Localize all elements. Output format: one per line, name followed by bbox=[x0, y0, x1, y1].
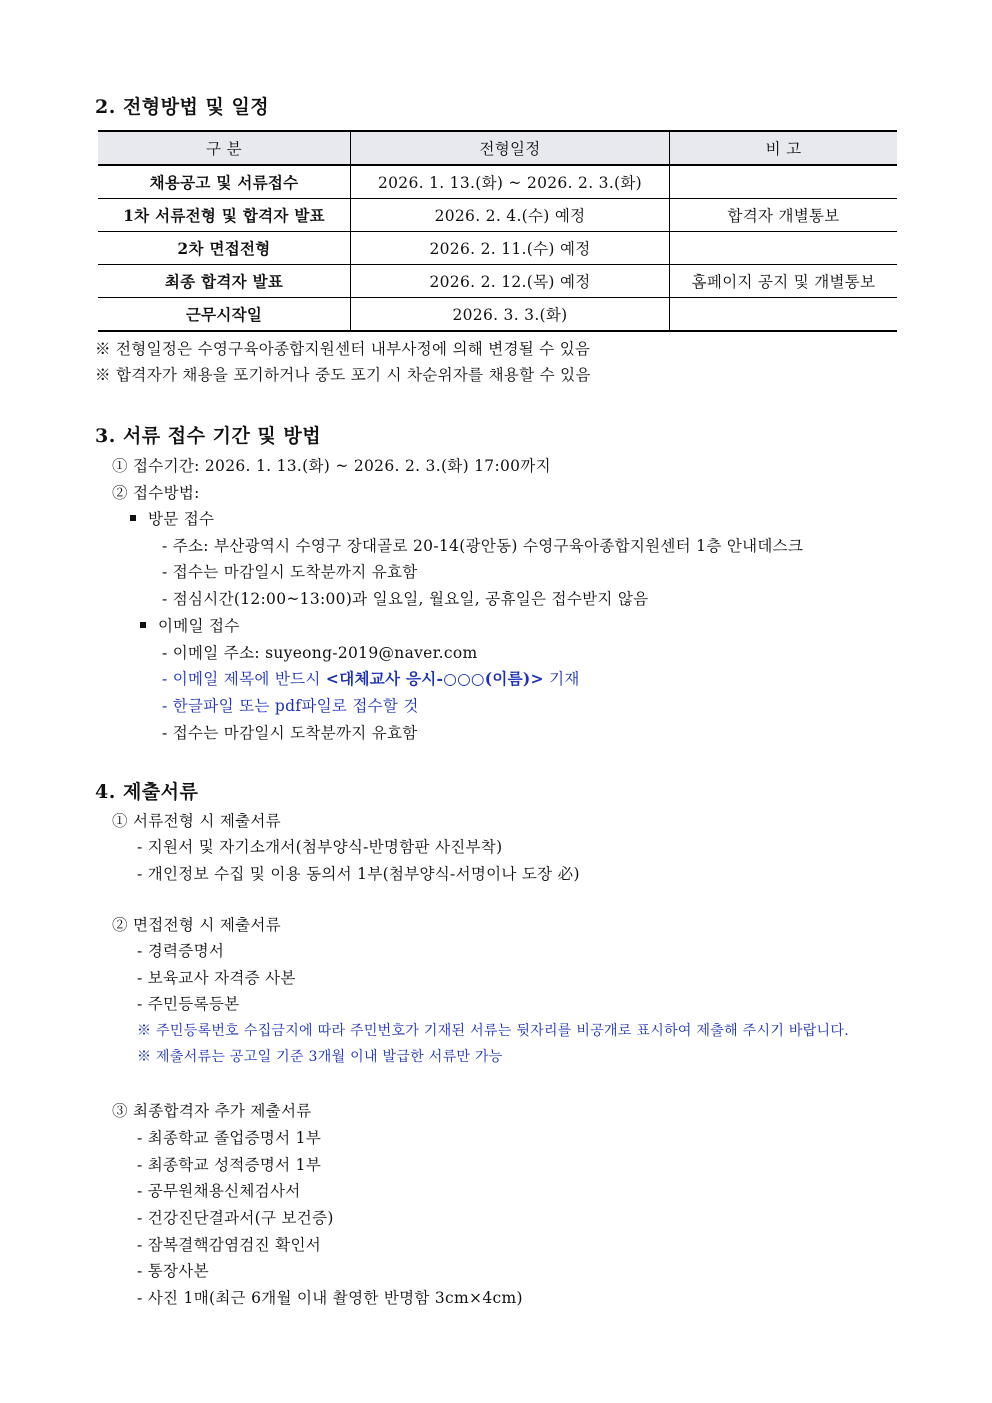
doc-group-label: ③ 최종합격자 추가 제출서류 bbox=[112, 1102, 312, 1120]
row-category: 근무시작일 bbox=[98, 298, 351, 332]
row-note: 홈페이지 공지 및 개별통보 bbox=[670, 265, 898, 298]
square-bullet-icon bbox=[140, 622, 146, 628]
visit-label: 방문 접수 bbox=[148, 510, 215, 528]
list-item: - 주소: 부산광역시 수영구 장대골로 20-14(광안동) 수영구육아종합지원센터 1층 안내데스크 bbox=[162, 537, 804, 555]
row-note bbox=[670, 232, 898, 265]
header-category: 구 분 bbox=[98, 131, 351, 165]
section2-title: 2. 전형방법 및 일정 bbox=[95, 96, 270, 118]
list-item: - 건강진단결과서(구 보건증) bbox=[137, 1209, 334, 1227]
list-item: - 점심시간(12:00~13:00)과 일요일, 월요일, 공휴일은 접수받지 않음 bbox=[162, 590, 649, 608]
list-item: - 통장사본 bbox=[137, 1262, 209, 1280]
row-schedule: 2026. 2. 12.(목) 예정 bbox=[351, 265, 670, 298]
schedule-note: ※ 전형일정은 수영구육아종합지원센터 내부사정에 의해 변경될 수 있음 bbox=[95, 340, 591, 358]
doc-group-label: ② 면접전형 시 제출서류 bbox=[112, 916, 281, 934]
list-item: - 보육교사 자격증 사본 bbox=[137, 969, 296, 987]
row-note: 합격자 개별통보 bbox=[670, 199, 898, 232]
row-category: 2차 면접전형 bbox=[98, 232, 351, 265]
row-schedule: 2026. 2. 4.(수) 예정 bbox=[351, 199, 670, 232]
schedule-note: ※ 합격자가 채용을 포기하거나 중도 포기 시 차순위자를 채용할 수 있음 bbox=[95, 366, 591, 384]
section4-title: 4. 제출서류 bbox=[95, 781, 199, 803]
file-format-rule: - 한글파일 또는 pdf파일로 접수할 것 bbox=[162, 697, 419, 715]
email-subject-format: <대체교사 응시-○○○(이름)> bbox=[325, 669, 544, 688]
table-row bbox=[98, 165, 897, 199]
row-category: 1차 서류전형 및 합격자 발표 bbox=[98, 199, 351, 232]
list-item: - 접수는 마감일시 도착분까지 유효함 bbox=[162, 563, 418, 581]
square-bullet-icon bbox=[130, 515, 136, 521]
table-row bbox=[98, 298, 897, 332]
section3-title: 3. 서류 접수 기간 및 방법 bbox=[95, 425, 322, 447]
submission-period: ① 접수기간: 2026. 1. 13.(화) ~ 2026. 2. 3.(화) 17:00까지 bbox=[112, 457, 551, 475]
email-subject-prefix: - 이메일 제목에 반드시 bbox=[162, 670, 326, 688]
header-schedule: 전형일정 bbox=[351, 131, 670, 165]
header-note: 비 고 bbox=[670, 131, 898, 165]
email-submission bbox=[140, 614, 240, 636]
list-item: - 잠복결핵감염검진 확인서 bbox=[137, 1236, 321, 1254]
email-label: 이메일 접수 bbox=[158, 617, 240, 635]
rrn-notice: ※ 주민등록번호 수집금지에 따라 주민번호가 기재된 서류는 뒷자리를 비공개로 표시하여 제출해 주시기 바랍니다. bbox=[137, 1023, 849, 1039]
list-item: - 경력증명서 bbox=[137, 942, 225, 960]
schedule-header-row bbox=[98, 131, 897, 165]
row-schedule: 2026. 1. 13.(화) ~ 2026. 2. 3.(화) bbox=[351, 165, 670, 199]
table-row bbox=[98, 232, 897, 265]
list-item: - 최종학교 졸업증명서 1부 bbox=[137, 1129, 322, 1147]
email-subject-suffix: 기재 bbox=[543, 670, 580, 688]
list-item: - 개인정보 수집 및 이용 동의서 1부(첨부양식-서명이나 도장 必) bbox=[137, 865, 580, 883]
schedule-table bbox=[98, 130, 897, 332]
issue-date-notice: ※ 제출서류는 공고일 기준 3개월 이내 발급한 서류만 가능 bbox=[137, 1049, 503, 1065]
row-category: 최종 합격자 발표 bbox=[98, 265, 351, 298]
email-subject-rule bbox=[162, 667, 580, 689]
list-item: - 최종학교 성적증명서 1부 bbox=[137, 1156, 322, 1174]
visit-submission bbox=[130, 507, 214, 529]
row-schedule: 2026. 3. 3.(화) bbox=[351, 298, 670, 332]
row-note bbox=[670, 298, 898, 332]
email-address: - 이메일 주소: suyeong-2019@naver.com bbox=[162, 644, 478, 662]
submission-method-label: ② 접수방법: bbox=[112, 484, 200, 502]
doc-group-label: ① 서류전형 시 제출서류 bbox=[112, 812, 281, 830]
row-category: 채용공고 및 서류접수 bbox=[98, 165, 351, 199]
table-row bbox=[98, 265, 897, 298]
list-item: - 사진 1매(최근 6개월 이내 촬영한 반명함 3cm×4cm) bbox=[137, 1289, 523, 1307]
row-note bbox=[670, 165, 898, 199]
table-row bbox=[98, 199, 897, 232]
list-item: - 주민등록등본 bbox=[137, 995, 240, 1013]
row-schedule: 2026. 2. 11.(수) 예정 bbox=[351, 232, 670, 265]
email-deadline-rule: - 접수는 마감일시 도착분까지 유효함 bbox=[162, 724, 418, 742]
list-item: - 공무원채용신체검사서 bbox=[137, 1182, 301, 1200]
list-item: - 지원서 및 자기소개서(첨부양식-반명함판 사진부착) bbox=[137, 838, 503, 856]
